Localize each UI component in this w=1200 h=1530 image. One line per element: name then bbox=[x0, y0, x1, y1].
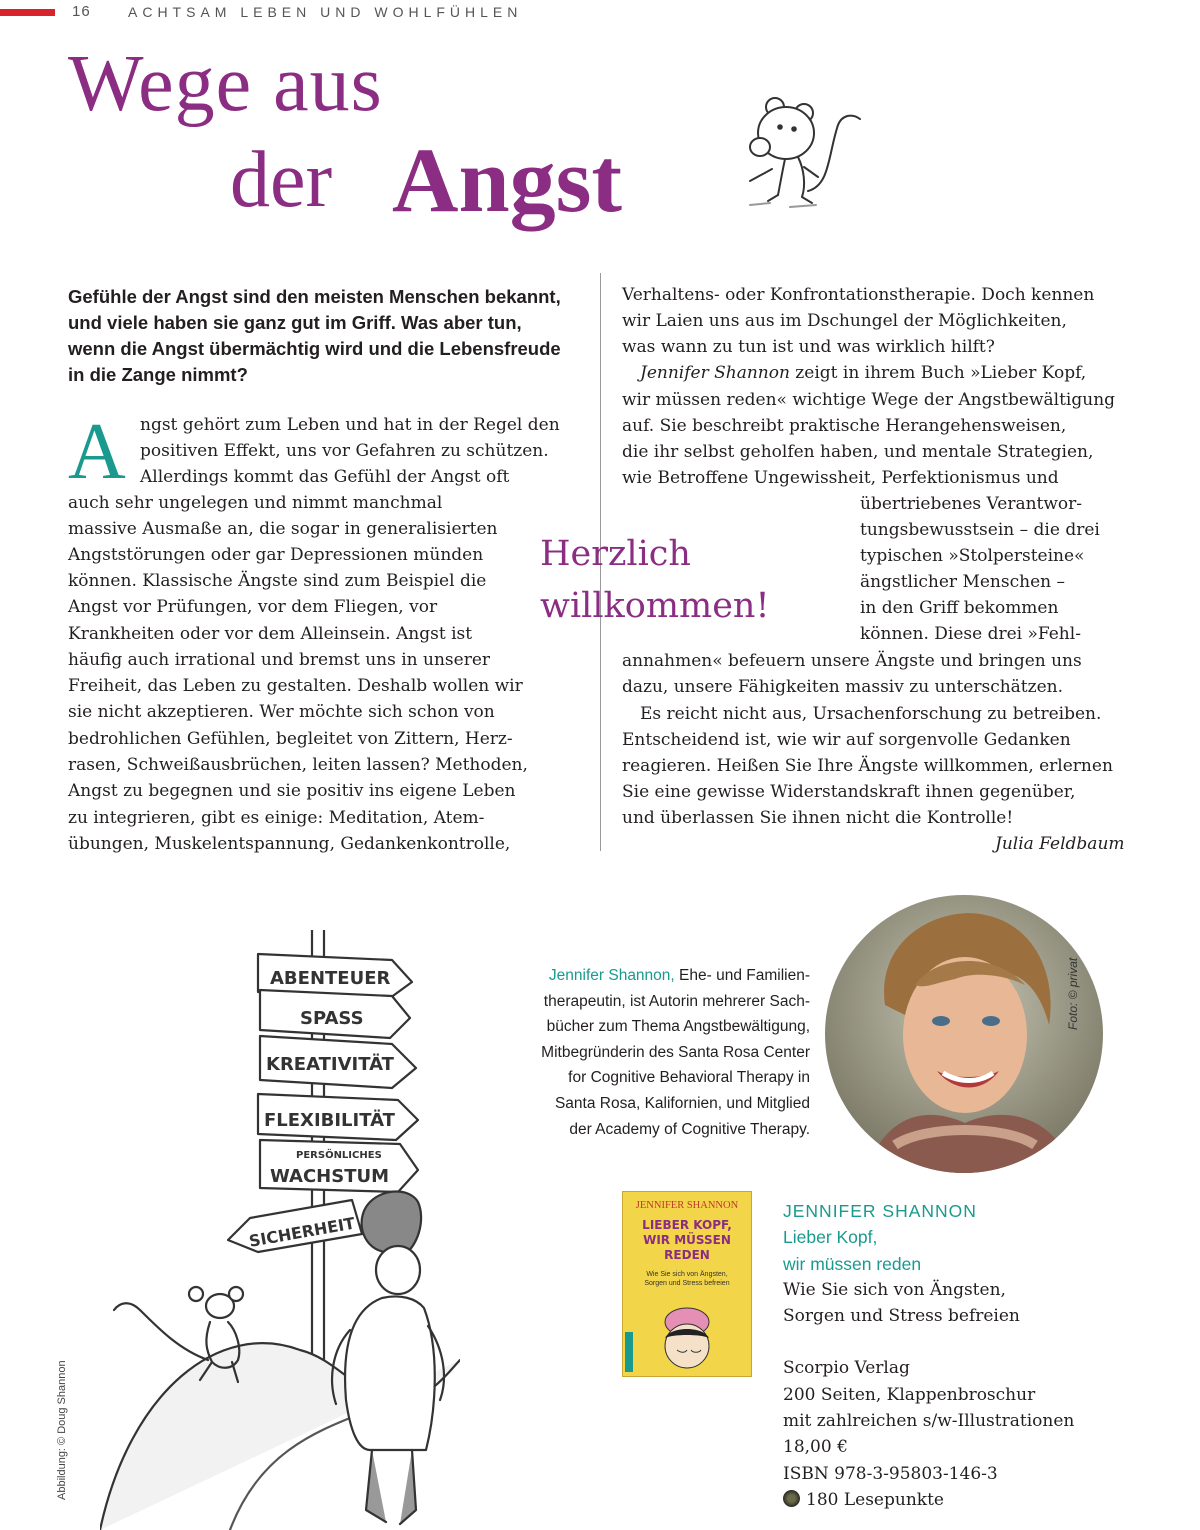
running-head: ACHTSAM LEBEN UND WOHLFÜHLEN bbox=[128, 4, 523, 20]
book-info-points bbox=[783, 1487, 1074, 1513]
book-info-points-label: 180 Lesepunkte bbox=[806, 1489, 944, 1510]
body-line: was wann zu tun ist und was wirklich hilft? bbox=[622, 337, 995, 357]
book-info-detail: 18,00 € bbox=[783, 1437, 848, 1458]
body-line: ängstlicher Menschen – bbox=[860, 572, 1065, 592]
book-info-detail: ISBN 978-3-95803-146-3 bbox=[783, 1463, 998, 1484]
author-bio-line: Ehe- und Familien- bbox=[674, 967, 810, 984]
body-line-rest: zeigt in ihrem Buch »Lieber Kopf, bbox=[789, 363, 1087, 383]
sign-label: KREATIVITÄT bbox=[266, 1054, 394, 1075]
body-line: positiven Effekt, uns vor Gefahren zu schützen. bbox=[140, 441, 549, 461]
sign-label: FLEXIBILITÄT bbox=[264, 1110, 395, 1131]
header-color-bar bbox=[0, 9, 55, 16]
author-bio-name: Jennifer Shannon, bbox=[548, 967, 675, 984]
body-line: in den Griff bekommen bbox=[860, 598, 1059, 618]
book-info-title-line: wir müssen reden bbox=[783, 1253, 922, 1274]
author-bio-line: therapeutin, ist Autorin mehrerer Sach- bbox=[543, 992, 810, 1010]
body-line: bedrohlichen Gefühlen, begleitet von Zittern, Herz- bbox=[68, 729, 513, 749]
sign-label: WACHSTUM bbox=[270, 1166, 390, 1187]
author-photo bbox=[825, 895, 1103, 1173]
book-cover-subtitle-line: Wie Sie sich von Ängsten, bbox=[646, 1271, 728, 1278]
book-info-publisher: Scorpio Verlag bbox=[783, 1358, 910, 1379]
author-signature: Julia Feldbaum bbox=[995, 834, 1125, 854]
book-cover-title-line: WIR MÜSSEN bbox=[643, 1233, 731, 1247]
lead-paragraph: Gefühle der Angst sind den meisten Menschen bekannt, und viele haben sie ganz gut im Griff. Was aber tun, wenn die Angst übermächtig wird und die Lebensfreude in die Zange nimmt? bbox=[68, 286, 561, 385]
author-bio-line: for Cognitive Behavioral Therapy in bbox=[568, 1069, 810, 1087]
body-line: tungsbewusstsein – die drei bbox=[860, 520, 1100, 540]
body-line: häufig auch irrational und bremst uns in unserer bbox=[68, 650, 491, 670]
body-line: Angst zu begegnen und sie positiv ins eigene Leben bbox=[68, 781, 516, 801]
book-info-title-line: Lieber Kopf, bbox=[783, 1227, 878, 1248]
body-line: typischen »Stolpersteine« bbox=[860, 546, 1085, 566]
pull-quote bbox=[540, 528, 770, 632]
book-cover-subtitle-line: Sorgen und Stress befreien bbox=[644, 1280, 730, 1287]
body-line: Freiheit, das Leben zu gestalten. Deshalb wollen wir bbox=[68, 676, 523, 696]
signpost-illustration bbox=[100, 930, 460, 1530]
title-line-2-light: der bbox=[230, 136, 333, 224]
author-bio-line: Santa Rosa, Kalifornien, und Mitglied bbox=[554, 1094, 810, 1112]
body-line: Es reicht nicht aus, Ursachenforschung zu betreiben. bbox=[640, 704, 1102, 724]
body-line: Krankheiten oder vor dem Alleinsein. Angst ist bbox=[68, 624, 473, 644]
body-line: übungen, Muskelentspannung, Gedankenkontrolle, bbox=[68, 834, 511, 854]
body-line: wie Betroffene Ungewissheit, Perfektionismus und bbox=[622, 468, 1059, 488]
body-line: können. Klassische Ängste sind zum Beispiel die bbox=[68, 571, 487, 591]
body-line: sie nicht akzeptieren. Wer möchte sich schon von bbox=[68, 702, 495, 722]
author-bio bbox=[470, 963, 810, 1142]
body-line: annahmen« befeuern unsere Ängste und bringen uns bbox=[622, 651, 1082, 671]
author-bio-line: Mitbegründerin des Santa Rosa Center bbox=[541, 1043, 810, 1061]
sign-label: SPASS bbox=[300, 1008, 364, 1029]
body-line: auch sehr ungelegen und nimmt manchmal bbox=[68, 493, 443, 513]
book-info-subtitle-line: Wie Sie sich von Ängsten, bbox=[783, 1279, 1006, 1300]
body-line: übertriebenes Verantwor- bbox=[860, 494, 1083, 514]
book-info-subtitle-line: Sorgen und Stress befreien bbox=[783, 1306, 1020, 1327]
sign-label: PERSÖNLICHES bbox=[296, 1150, 382, 1161]
body-line: Angststörungen oder gar Depressionen münden bbox=[68, 545, 484, 565]
book-cover-illustration bbox=[647, 1296, 727, 1374]
book-info-detail: mit zahlreichen s/w-Illustrationen bbox=[783, 1411, 1075, 1432]
photo-credit: Foto: © privat bbox=[1066, 957, 1080, 1030]
book-cover-title-line: LIEBER KOPF, bbox=[642, 1218, 732, 1232]
book-cover-spine-mark bbox=[625, 1332, 633, 1372]
mouse-doodle-illustration bbox=[720, 95, 870, 225]
page-number: 16 bbox=[72, 3, 91, 20]
sign-label: ABENTEUER bbox=[270, 968, 391, 989]
book-cover bbox=[622, 1191, 752, 1377]
body-line: wir Laien uns aus im Dschungel der Möglichkeiten, bbox=[622, 311, 1067, 331]
body-line: Verhaltens- oder Konfrontationstherapie. Doch kennen bbox=[622, 285, 1095, 305]
body-line: Angst vor Prüfungen, vor dem Fliegen, vor bbox=[68, 597, 438, 617]
illustration-credit: Abbildung: © Doug Shannon bbox=[56, 1360, 68, 1500]
body-line: reagieren. Heißen Sie Ihre Ängste willkommen, erlernen bbox=[622, 756, 1113, 776]
author-name-italic: Jennifer Shannon bbox=[640, 363, 790, 383]
author-bio-line: der Academy of Cognitive Therapy. bbox=[569, 1120, 810, 1138]
body-line: zu integrieren, gibt es einige: Meditation, Atem- bbox=[68, 808, 485, 828]
book-cover-title-line: REDEN bbox=[664, 1248, 710, 1262]
book-info-author: JENNIFER SHANNON bbox=[783, 1201, 977, 1221]
body-line: dazu, unsere Fähigkeiten massiv zu unterschätzen. bbox=[622, 677, 1063, 697]
body-line: Entscheidend ist, wie wir auf sorgenvolle Gedanken bbox=[622, 730, 1071, 750]
body-line: die ihr selbst geholfen haben, und mentale Strategien, bbox=[622, 442, 1094, 462]
body-line: massive Ausmaße an, die sogar in generalisierten bbox=[68, 519, 498, 539]
body-line bbox=[640, 360, 1086, 386]
points-badge-icon bbox=[783, 1490, 800, 1507]
body-line: auf. Sie beschreibt praktische Herangehensweisen, bbox=[622, 416, 1067, 436]
body-line: Allerdings kommt das Gefühl der Angst oft bbox=[140, 467, 510, 487]
drop-cap: A bbox=[68, 408, 126, 496]
body-line: Sie eine gewisse Widerstandskraft ihnen gegenüber, bbox=[622, 782, 1076, 802]
book-cover-author: JENNIFER SHANNON bbox=[635, 1200, 739, 1211]
body-line: rasen, Schweißausbrüchen, leiten lassen? Methoden, bbox=[68, 755, 528, 775]
author-bio-line: bücher zum Thema Angstbewältigung, bbox=[546, 1018, 810, 1036]
body-line: können. Diese drei »Fehl- bbox=[860, 624, 1081, 644]
pull-quote-line: Herzlich bbox=[540, 534, 691, 574]
book-info bbox=[783, 1198, 1074, 1513]
body-line: ngst gehört zum Leben und hat in der Regel den bbox=[140, 415, 560, 435]
title-line-1: Wege aus bbox=[68, 40, 383, 128]
book-info-detail: 200 Seiten, Klappenbroschur bbox=[783, 1384, 1036, 1405]
body-line: wir müssen reden« wichtige Wege der Angstbewältigung bbox=[622, 390, 1116, 410]
body-line: und überlassen Sie ihnen nicht die Kontrolle! bbox=[622, 808, 1014, 828]
pull-quote-line: willkommen! bbox=[540, 586, 770, 626]
title-line-2-bold: Angst bbox=[392, 129, 623, 231]
sign-label: SICHERHEIT bbox=[247, 1213, 357, 1251]
